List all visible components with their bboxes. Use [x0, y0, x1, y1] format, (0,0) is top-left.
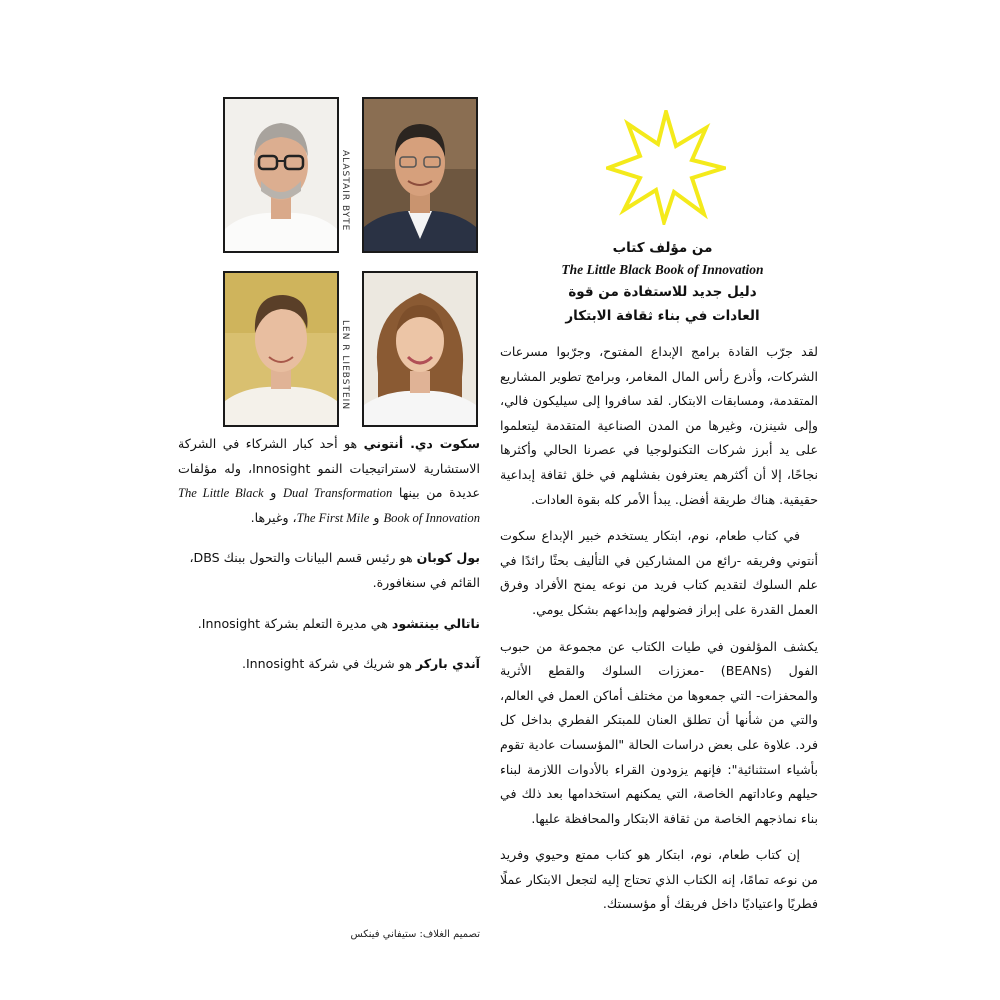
- tagline-book-title: The Little Black Book of Innovation: [561, 262, 764, 277]
- bio-scott-text-a: هو أحد كبار الشركاء في الشركة الاستشارية لاستراتيجيات النمو Innosight، وله مؤلفات عديدة من بينها: [178, 436, 480, 501]
- blurb-column: [500, 340, 818, 917]
- tagline-line-3: دليل جديد للاستفادة من قوة: [568, 284, 757, 300]
- tagline-line-1: من مؤلف كتاب: [612, 240, 713, 256]
- bio-andy-name: آندي باركر: [415, 656, 480, 672]
- bio-andy: [178, 652, 480, 677]
- bio-scott-and-1: و: [263, 485, 283, 501]
- cover-design-credit: تصميم الغلاف: ستيفاني فينكس: [350, 929, 480, 940]
- author-bios: [178, 432, 480, 677]
- bio-natalie-name: ناتالي بينتشود: [391, 615, 480, 631]
- bio-scott-book-3: The First Mile: [296, 510, 370, 525]
- photo-credit-top: ALASTAIR BYTE: [340, 150, 350, 232]
- tagline-line-4: العادات في بناء ثقافة الابتكار: [565, 308, 760, 324]
- bio-natalie-text: هي مديرة التعلم بشركة Innosight.: [197, 615, 392, 631]
- bio-scott-book-2: The Little Black Book of Innovation: [178, 486, 480, 525]
- bio-scott-name: سكوت دي. أنتوني: [363, 436, 480, 451]
- book-tagline: [540, 236, 785, 328]
- author-photo-3: [223, 271, 339, 427]
- blurb-paragraph-3: يكشف المؤلفون في طيات الكتاب عن مجموعة من حبوب الفول (BEANs) -معززات السلوك والقطع الأثرية والمحفزات- التي جمعوها من مختلف أماكن العمل في العالم، والتي من شأنها أن تطلق العنان للمبتكر الفطري بداخل كل فرد. علاوة على بعض دراسات الحالة "المؤسسات عادية تقوم بأشياء استثنائية": فإنهم يزودون القراء بالأدوات اللازمة لبناء حيلهم وعاداتهم الخاصة، التي يمكنهم استخدامها بعد ذلك في بناء نماذجهم الخاصة من ثقافة الابتكار والمحافظة عليها.: [500, 638, 818, 826]
- bio-paul-text: هو رئيس قسم البيانات والتحول ببنك DBS، القائم في سنغافورة.: [189, 550, 480, 590]
- bio-paul: [178, 546, 480, 595]
- blurb-paragraph-4: إن كتاب طعام، نوم، ابتكار هو كتاب ممتع وحيوي وفريد من نوعه تمامًا، إنه الكتاب الذي تحتاج إليه لتجعل الابتكار عملًا فطريًا واعتياديًا داخل فريقك أو مؤسستك.: [500, 847, 818, 912]
- author-photo-1: [223, 97, 339, 253]
- blurb-paragraph-1: لقد جرّب القادة برامج الإبداع المفتوح، وجرّبوا مسرعات الشركات، وأذرع رأس المال المغامر، وبرامج تطوير المشاريع المتقدمة، ومسابقات الابتكار. لقد سافروا إلى سيليكون فالي، وإلى شينزن، وغيرها من المدن الصناعية المتقدمة ليتعلموا على يد أبرز شركات التكنولوجيا في عصرنا الحالي وأكثرها نجاحًا، إلا أن أكثرهم يعترفون بفشلهم في خلق ثقافة إبداعية حقيقية. هناك طريقة أفضل. يبدأ الأمر كله بقوة العادات.: [500, 344, 818, 507]
- bio-scott: [178, 432, 480, 530]
- sun-star-icon: [606, 110, 726, 225]
- bio-andy-text: هو شريك في شركة Innosight.: [241, 656, 416, 672]
- bio-paul-name: بول كوبان: [416, 550, 480, 566]
- bio-natalie: [178, 612, 480, 637]
- bio-scott-book-1: Dual Transformation: [282, 486, 393, 501]
- author-photo-4: [362, 271, 478, 427]
- author-photo-2: [362, 97, 478, 253]
- bio-scott-text-b: ، وغيرها.: [250, 509, 297, 525]
- photo-credit-bottom: LEN R LIEBSTEIN: [340, 320, 350, 411]
- blurb-paragraph-2: في كتاب طعام، نوم، ابتكار يستخدم خبير الإبداع سكوت أنتوني وفريقه -رائع من المشاركين في التأليف بحثًا رائدًا في علم السلوك لتقديم كتاب فريد من نوعه يمنح الأفراد وفرق العمل القدرة على إبراز فضولهم وإبداعهم بشكل يومي.: [500, 528, 818, 617]
- bio-scott-and-2: و: [369, 509, 384, 525]
